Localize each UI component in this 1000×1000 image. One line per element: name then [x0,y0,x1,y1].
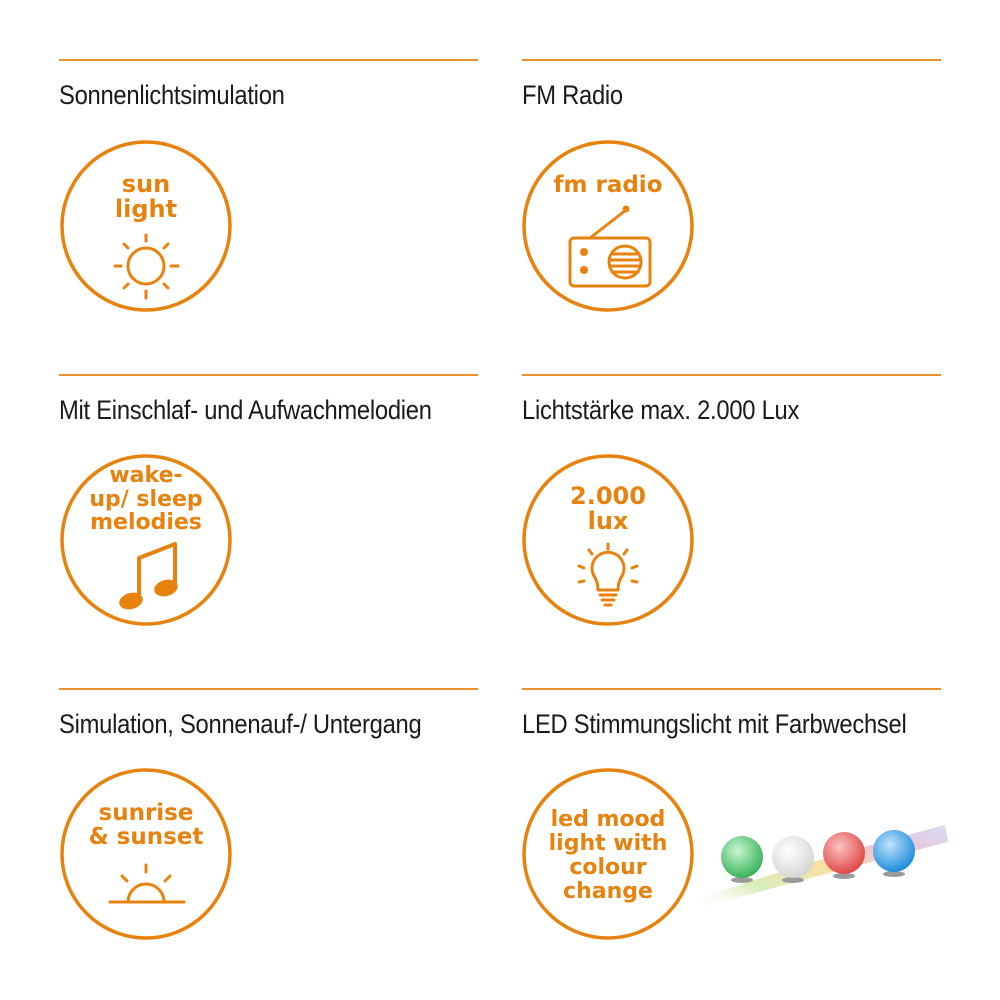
music-note-icon [117,544,179,612]
badge-melodies [60,454,232,626]
badge-fm-radio [522,140,694,312]
lamp-blue [873,830,915,877]
badge-text: melodies [90,510,202,535]
badge-sunrise [60,768,232,940]
divider-rule [522,59,941,61]
light-bulb-icon [579,544,637,605]
feature-title-melodies: Mit Einschlaf- und Aufwachmelodien [59,395,432,425]
feature-title-fm-radio: FM Radio [522,80,623,110]
badge-text: wake- [109,463,183,488]
led-lamps-image [690,820,950,910]
badge-lux [522,454,694,626]
badge-text: led mood [550,807,666,832]
badge-text: sunrise [98,800,194,826]
divider-rule [59,688,478,690]
divider-rule [522,374,941,376]
lamp-green [721,836,763,883]
badge-text: sun [121,170,171,198]
badge-text: fm radio [553,172,663,198]
feature-title-sunlight: Sonnenlichtsimulation [59,80,285,110]
divider-rule [59,374,478,376]
badge-text: change [563,879,653,904]
badge-text: up/ sleep [89,487,203,512]
feature-title-led: LED Stimmungslicht mit Farbwechsel [522,709,907,739]
badge-text: light with [548,831,668,856]
badge-led-mood-light [522,768,694,940]
sun-icon [115,235,178,298]
badge-text: light [114,195,178,223]
badge-sunlight [60,140,232,312]
feature-title-sunrise: Simulation, Sonnenauf-/ Untergang [59,709,422,739]
badge-text: colour [569,855,647,880]
badge-text: 2.000 [570,482,646,510]
feature-title-lux: Lichtstärke max. 2.000 Lux [522,395,800,425]
badge-text: lux [587,507,629,535]
badge-text: & sunset [88,824,204,850]
sunrise-icon [110,865,184,902]
radio-icon [570,206,650,287]
divider-rule [59,59,478,61]
divider-rule [522,688,941,690]
